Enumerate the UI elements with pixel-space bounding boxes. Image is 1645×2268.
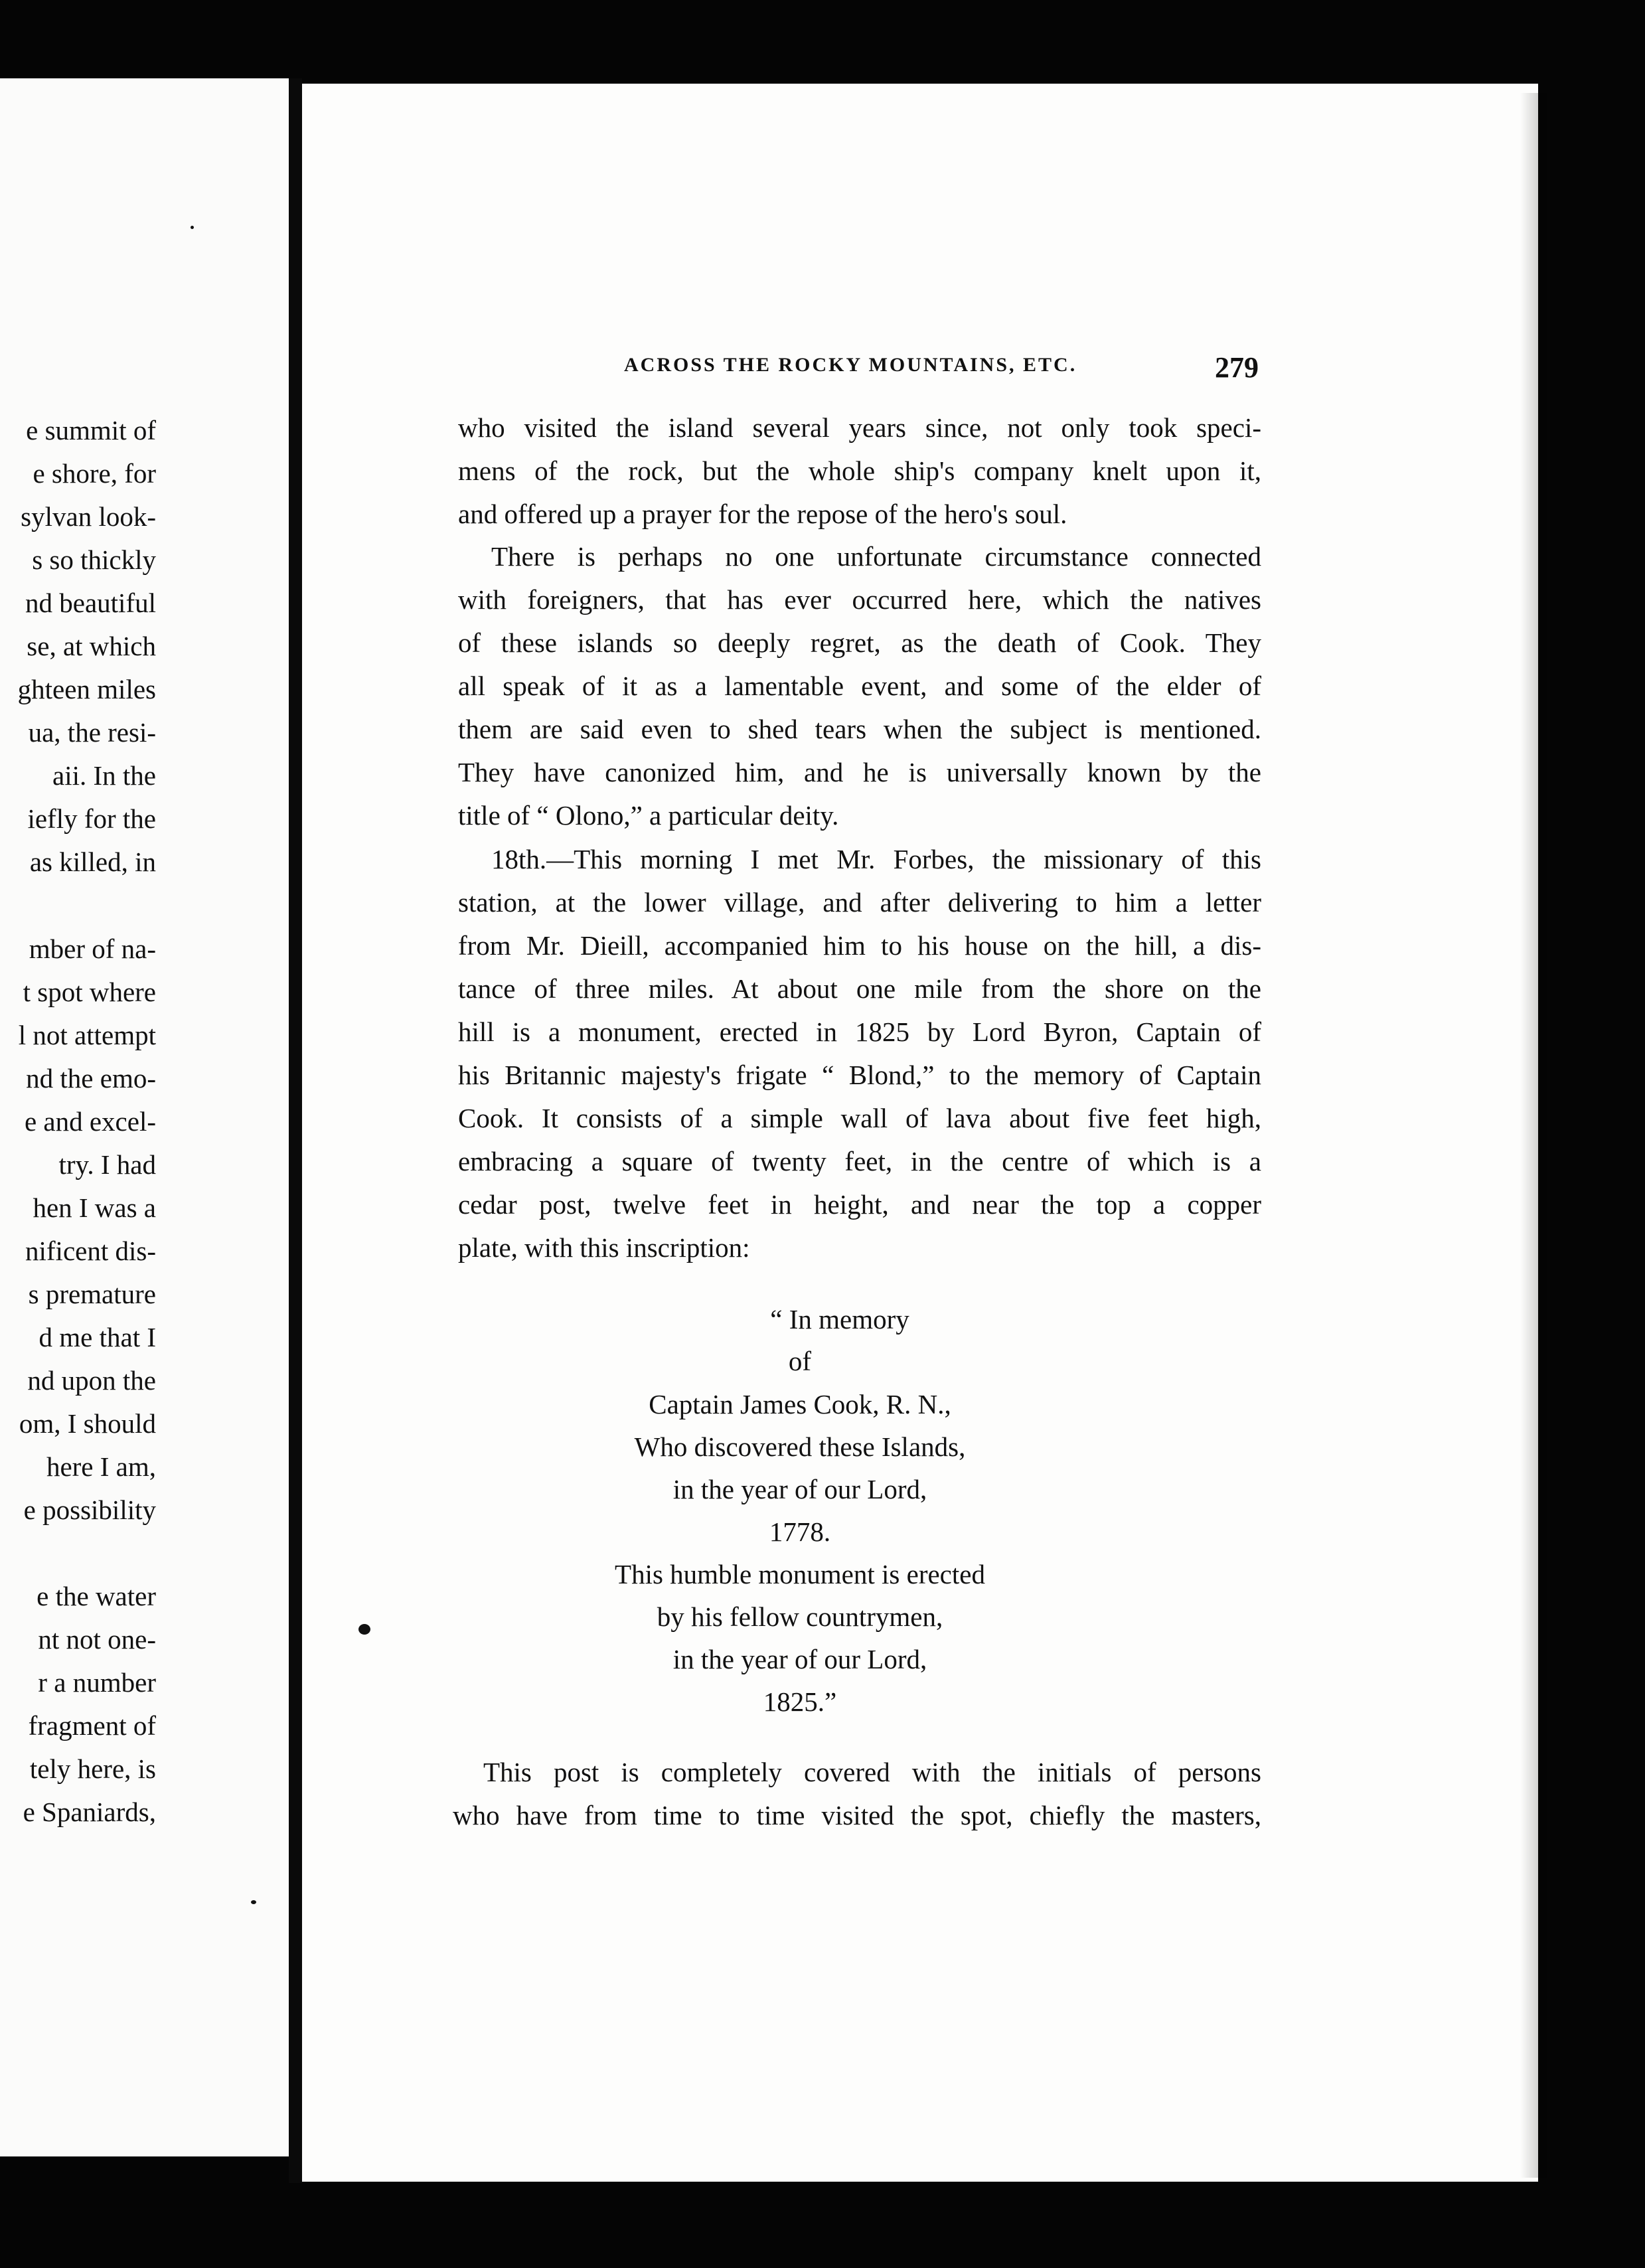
inscription-line: 1825.”: [763, 1686, 837, 1717]
ink-speck: [358, 1624, 370, 1635]
left-line: aii. In the: [52, 760, 156, 791]
page-number: 279: [1215, 351, 1259, 384]
text-line: There is perhaps no one unfortunate circumstance connected: [491, 541, 1261, 572]
inscription-line: “ In memory: [770, 1304, 909, 1335]
text-line: 18th.—This morning I met Mr. Forbes, the missionary of this: [491, 844, 1261, 874]
text-line: This post is completely covered with the initials of persons: [483, 1757, 1261, 1787]
left-line: t spot where: [23, 977, 156, 1007]
left-line: sylvan look-: [21, 501, 156, 532]
left-line: nt not one-: [38, 1624, 156, 1655]
left-line: ua, the resi-: [28, 717, 156, 748]
left-line: r a number: [38, 1667, 156, 1698]
text-line: title of “ Olono,” a particular deity.: [458, 800, 839, 831]
left-line: nificent dis-: [25, 1236, 156, 1266]
left-line: d me that I: [39, 1322, 156, 1352]
text-line: them are said even to shed tears when the subject is mentioned.: [458, 714, 1261, 744]
left-page-fragment: [0, 78, 289, 2156]
inscription-line: by his fellow countrymen,: [657, 1601, 943, 1632]
left-line: nd beautiful: [25, 588, 156, 618]
text-line: cedar post, twelve feet in height, and near the top a copper: [458, 1189, 1261, 1220]
left-line: iefly for the: [27, 803, 156, 834]
text-line: who visited the island several years since, not only took speci-: [458, 412, 1261, 443]
inscription-line: This humble monument is erected: [615, 1559, 985, 1589]
left-line: e Spaniards,: [23, 1797, 156, 1827]
text-line: mens of the rock, but the whole ship's company knelt upon it,: [458, 455, 1261, 486]
left-line: hen I was a: [33, 1192, 156, 1223]
left-line: e shore, for: [33, 458, 156, 489]
left-line: om, I should: [19, 1408, 156, 1439]
page-edge-shadow: [1520, 93, 1547, 2178]
text-line: embracing a square of twenty feet, in the centre of which is a: [458, 1146, 1261, 1176]
left-line: here I am,: [46, 1451, 156, 1482]
text-line: Cook. It consists of a simple wall of lava about five feet high,: [458, 1103, 1261, 1133]
text-line: station, at the lower village, and after delivering to him a letter: [458, 887, 1261, 918]
text-line: from Mr. Dieill, accompanied him to his house on the hill, a dis-: [458, 930, 1261, 961]
left-line: nd upon the: [27, 1365, 156, 1396]
left-line: s so thickly: [32, 544, 156, 575]
text-line: who have from time to time visited the spot, chiefly the masters,: [453, 1800, 1261, 1830]
text-line: all speak of it as a lamentable event, and some of the elder of: [458, 671, 1261, 701]
text-line: plate, with this inscription:: [458, 1232, 750, 1263]
text-line: tance of three miles. At about one mile from the shore on the: [458, 973, 1261, 1004]
inscription-line: 1778.: [769, 1516, 831, 1547]
left-line: e possibility: [23, 1495, 156, 1525]
text-line: and offered up a prayer for the repose of the hero's soul.: [458, 499, 1067, 529]
ink-speck: [191, 226, 194, 229]
left-line: mber of na-: [29, 933, 156, 964]
ink-speck: [251, 1900, 256, 1904]
left-line: l not attempt: [18, 1020, 156, 1050]
left-line: tely here, is: [29, 1753, 156, 1784]
inscription-line: Captain James Cook, R. N.,: [649, 1389, 951, 1419]
inscription-line: of: [788, 1346, 812, 1376]
book-gutter: [289, 78, 302, 2183]
inscription-line: in the year of our Lord,: [672, 1474, 927, 1504]
inscription-line: in the year of our Lord,: [672, 1644, 927, 1674]
left-line: as killed, in: [29, 847, 156, 877]
text-line: with foreigners, that has ever occurred here, which the natives: [458, 584, 1261, 615]
running-header: ACROSS THE ROCKY MOUNTAINS, ETC.: [624, 354, 1077, 376]
left-line: try. I had: [58, 1149, 156, 1180]
inscription-line: Who discovered these Islands,: [634, 1431, 966, 1462]
text-line: hill is a monument, erected in 1825 by Lord Byron, Captain of: [458, 1016, 1261, 1047]
left-line: ghteen miles: [17, 674, 156, 704]
left-line: e the water: [37, 1581, 156, 1611]
text-line: They have canonized him, and he is universally known by the: [458, 757, 1261, 787]
left-line: fragment of: [28, 1710, 156, 1741]
text-line: his Britannic majesty's frigate “ Blond,” to the memory of Captain: [458, 1060, 1261, 1090]
left-line: s premature: [28, 1279, 156, 1309]
left-line: nd the emo-: [26, 1063, 156, 1094]
left-line: se, at which: [27, 631, 156, 661]
left-line: e summit of: [26, 415, 156, 446]
left-line: e and excel-: [24, 1106, 156, 1137]
text-line: of these islands so deeply regret, as the death of Cook. They: [458, 627, 1261, 658]
